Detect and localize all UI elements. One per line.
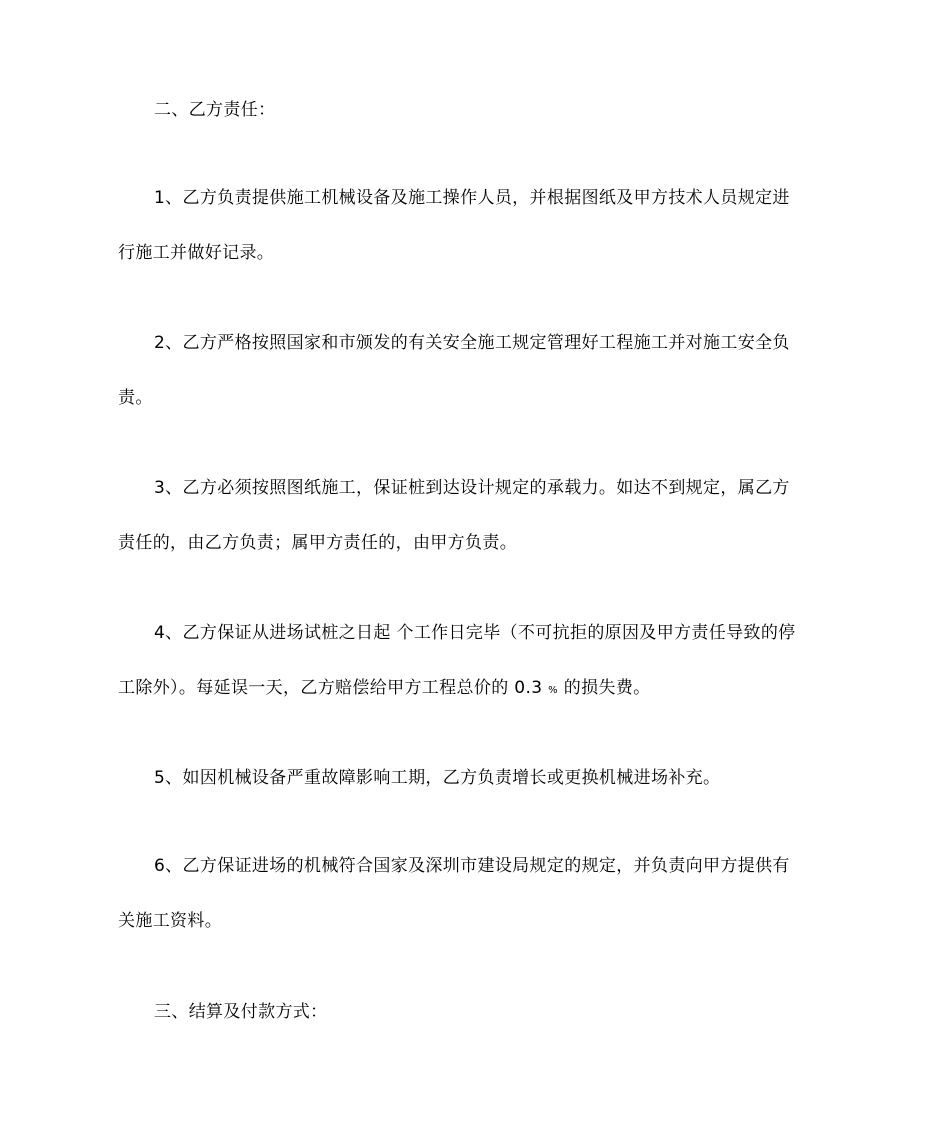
clause-5 bbox=[118, 751, 834, 806]
clause-4-line-1: 4、乙方保证从进场试桩之日起 个工作日完毕（不可抗拒的原因及甲方责任导致的停 bbox=[154, 623, 796, 643]
clause-1 bbox=[118, 171, 834, 281]
clause-1-line-1: 1、乙方负责提供施工机械设备及施工操作人员，并根据图纸及甲方技术人员规定进 bbox=[154, 188, 790, 208]
clause-3 bbox=[118, 461, 834, 571]
clause-4 bbox=[118, 606, 834, 718]
clause-4-line-2-tail: 的损失费。 bbox=[558, 678, 651, 698]
clause-5-line-1: 5、如因机械设备严重故障影响工期，乙方负责增长或更换机械进场补充。 bbox=[154, 768, 721, 788]
clause-6-line-1: 6、乙方保证进场的机械符合国家及深圳市建设局规定的规定，并负责向甲方提供有 bbox=[154, 856, 790, 876]
percent-sign: % bbox=[548, 685, 559, 696]
clause-4-line-2-text: 工除外）。每延误一天，乙方赔偿给甲方工程总价的 0.3 bbox=[118, 678, 549, 698]
clause-2-line-2: 责。 bbox=[118, 388, 153, 408]
section-heading-2: 二、乙方责任： bbox=[154, 100, 276, 120]
clause-1-line-2: 行施工并做好记录。 bbox=[118, 243, 275, 263]
clause-3-line-1: 3、乙方必须按照图纸施工，保证桩到达设计规定的承载力。如达不到规定，属乙方 bbox=[154, 478, 790, 498]
clause-2 bbox=[118, 316, 834, 426]
clause-6-line-2: 关施工资料。 bbox=[118, 911, 223, 931]
clause-3-line-2: 责任的，由乙方负责；属甲方责任的，由甲方负责。 bbox=[118, 533, 518, 553]
section-heading-3: 三、结算及付款方式： bbox=[154, 1002, 328, 1022]
clause-2-line-1: 2、乙方严格按照国家和市颁发的有关安全施工规定管理好工程施工并对施工安全负 bbox=[154, 333, 790, 353]
clause-4-line-2 bbox=[118, 661, 834, 718]
clause-6 bbox=[118, 839, 834, 949]
